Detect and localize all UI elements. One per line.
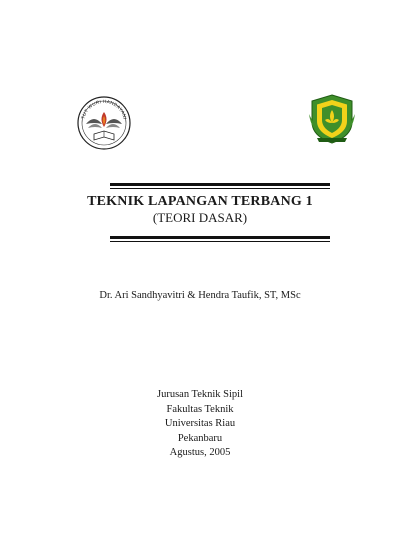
department-line: Jurusan Teknik Sipil [157, 389, 243, 400]
document-title: TEKNIK LAPANGAN TERBANG 1 [87, 194, 313, 209]
logo-motto-text: TUT WURI HANDAYANI [80, 98, 128, 120]
university-line: Universitas Riau [164, 418, 236, 429]
top-divider-thin [110, 188, 330, 189]
bottom-divider-thin [110, 241, 330, 242]
tut-wuri-handayani-logo [76, 94, 132, 152]
date-line: Agustus, 2005 [169, 447, 231, 458]
document-authors: Dr. Ari Sandhyavitri & Hendra Taufik, ST, MSc [99, 290, 301, 301]
city-line: Pekanbaru [177, 432, 223, 444]
faculty-line: Fakultas Teknik [166, 403, 234, 415]
top-divider-thick [110, 183, 330, 186]
universitas-riau-logo [305, 92, 359, 146]
bottom-divider-thick [110, 236, 330, 239]
institution-block [0, 388, 400, 461]
document-subtitle: (TEORI DASAR) [152, 210, 248, 225]
